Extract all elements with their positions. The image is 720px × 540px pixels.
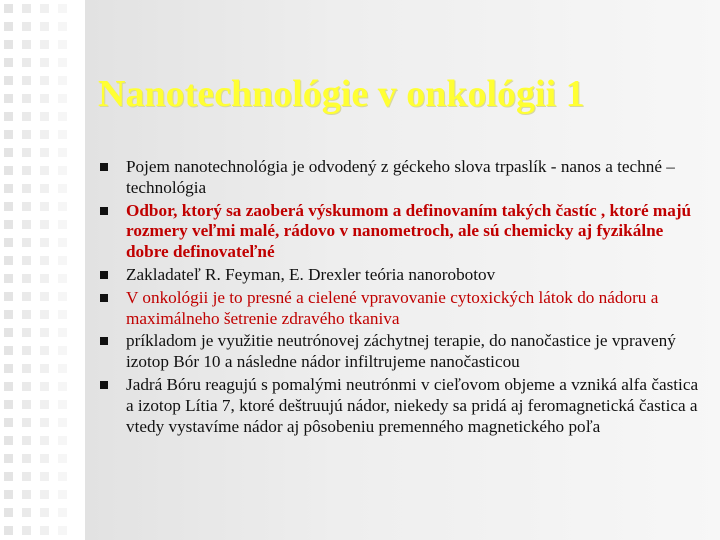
decorative-square [22,454,31,463]
decorative-square [22,4,31,13]
decorative-square [40,40,49,49]
decorative-square [40,130,49,139]
square-bullet-icon [100,337,108,345]
decorative-square [58,382,67,391]
decorative-square [58,436,67,445]
decorative-square [22,292,31,301]
decorative-square [58,166,67,175]
decorative-square [40,436,49,445]
decorative-square [22,400,31,409]
bullet-item [100,288,700,330]
decorative-square [22,22,31,31]
decorative-square [22,472,31,481]
decorative-square [22,220,31,229]
bullet-text: Pojem nanotechnológia je odvodený z géckeho slova trpaslík - nanos a techné – technológia [126,157,675,197]
decorative-square [40,58,49,67]
square-bullet-icon [100,294,108,302]
decorative-square [40,112,49,121]
decorative-square [4,238,13,247]
decorative-square [58,274,67,283]
decorative-square [40,346,49,355]
bullet-item [100,265,700,286]
decorative-square [22,382,31,391]
decorative-square [4,418,13,427]
decorative-square [22,184,31,193]
decorative-square [58,130,67,139]
decorative-square [58,472,67,481]
decorative-square [4,94,13,103]
decorative-square [58,346,67,355]
bullet-text: V onkológii je to presné a cielené vpravovanie cytoxických látok do nádoru a maximálneho šetrenie zdravého tkaniva [126,287,659,328]
decorative-square [58,58,67,67]
decorative-square [40,382,49,391]
decorative-square [58,148,67,157]
decorative-square [4,436,13,445]
decorative-square [22,202,31,211]
decorative-left-band [0,0,85,540]
decorative-square [4,364,13,373]
decorative-square-column [58,0,70,540]
bullet-item [100,157,700,199]
decorative-square [58,220,67,229]
decorative-square [4,490,13,499]
decorative-square [22,490,31,499]
decorative-square [22,256,31,265]
decorative-square [4,166,13,175]
decorative-square-column [40,0,52,540]
decorative-square [22,40,31,49]
bullet-text: Jadrá Bóru reagujú s pomalými neutrónmi v cieľovom objeme a vzniká alfa častica a izotop Lítia 7, ktoré deštruujú nádor, niekedy sa pridá aj feromagnetická častica a vtedy vystavíme nádor aj pôsobeniu premenného magnetického poľa [126,374,699,436]
decorative-square [22,94,31,103]
decorative-square [4,292,13,301]
decorative-square [22,436,31,445]
decorative-square [22,346,31,355]
decorative-square [22,310,31,319]
decorative-square [40,166,49,175]
decorative-square [4,256,13,265]
decorative-square [58,112,67,121]
decorative-square [40,310,49,319]
decorative-square [58,76,67,85]
square-bullet-icon [100,381,108,389]
decorative-square [4,508,13,517]
decorative-square [40,472,49,481]
decorative-square [22,364,31,373]
decorative-square [40,454,49,463]
decorative-square [58,310,67,319]
bullet-item [100,201,700,263]
decorative-square [22,508,31,517]
decorative-square [22,130,31,139]
decorative-square [40,94,49,103]
decorative-square [22,328,31,337]
square-bullet-icon [100,271,108,279]
decorative-square [22,58,31,67]
decorative-square [4,346,13,355]
decorative-square [40,202,49,211]
decorative-square [4,220,13,229]
decorative-square-column [4,0,16,540]
decorative-square [4,4,13,13]
decorative-square [40,328,49,337]
decorative-square [22,418,31,427]
decorative-square [4,40,13,49]
decorative-square [40,526,49,535]
decorative-square [58,526,67,535]
decorative-square [40,184,49,193]
bullet-text: príkladom je využitie neutrónovej záchytnej terapie, do nanočastice je vpravený izotop Bór 10 a následne nádor infiltrujeme nanočasticou [126,331,676,372]
decorative-square [4,382,13,391]
decorative-square [40,4,49,13]
decorative-square [4,112,13,121]
decorative-square [4,130,13,139]
decorative-square [4,148,13,157]
bullet-item [100,375,700,437]
decorative-square [40,418,49,427]
decorative-square [4,526,13,535]
square-bullet-icon [100,207,108,215]
slide-title: Nanotechnológie v onkológii 1 [98,73,585,115]
decorative-square [40,22,49,31]
bullet-text: Odbor, ktorý sa zaoberá výskumom a definovaním takých častíc , ktoré majú rozmery veľmi malé, rádovo v nanometroch, ale sú chemicky aj fyzikálne dobre definovateľné [126,200,692,262]
decorative-square [4,58,13,67]
decorative-square [4,472,13,481]
decorative-square [22,238,31,247]
decorative-square [58,364,67,373]
decorative-square [40,508,49,517]
decorative-square [40,274,49,283]
decorative-square [58,184,67,193]
bullet-item [100,331,700,373]
decorative-square [22,274,31,283]
decorative-square [58,400,67,409]
decorative-square-column [22,0,34,540]
decorative-square [58,508,67,517]
decorative-square [58,22,67,31]
decorative-square [58,4,67,13]
decorative-square [58,238,67,247]
decorative-square [40,256,49,265]
decorative-square [58,490,67,499]
decorative-square [40,220,49,229]
decorative-square [58,202,67,211]
decorative-square [4,274,13,283]
decorative-square [58,292,67,301]
decorative-square [4,400,13,409]
decorative-square [58,418,67,427]
decorative-square [4,328,13,337]
decorative-square [22,148,31,157]
decorative-square [4,202,13,211]
decorative-square [40,490,49,499]
square-bullet-icon [100,163,108,171]
decorative-square [58,94,67,103]
decorative-square [58,328,67,337]
decorative-square [4,76,13,85]
decorative-square [22,526,31,535]
decorative-square [58,256,67,265]
decorative-square [4,310,13,319]
decorative-square [40,238,49,247]
decorative-square [4,22,13,31]
decorative-square [40,76,49,85]
decorative-square [22,112,31,121]
bullet-list [100,157,700,439]
decorative-square [58,454,67,463]
decorative-square [40,400,49,409]
decorative-square [4,184,13,193]
bullet-text: Zakladateľ R. Feyman, E. Drexler teória nanorobotov [126,264,496,284]
decorative-square [4,454,13,463]
decorative-square [40,292,49,301]
decorative-square [58,40,67,49]
decorative-square [22,76,31,85]
decorative-square [40,364,49,373]
decorative-square [40,148,49,157]
decorative-square [22,166,31,175]
